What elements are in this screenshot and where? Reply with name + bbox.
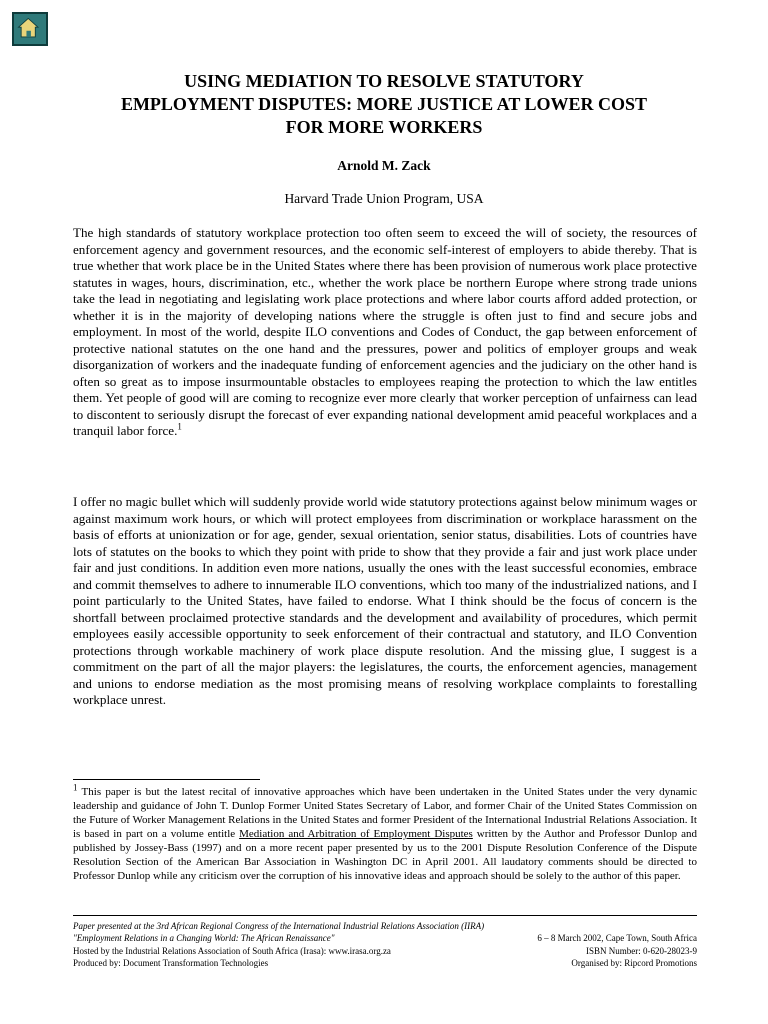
author-affiliation: Harvard Trade Union Program, USA (284, 191, 484, 206)
footer-producer: Produced by: Document Transformation Technologies (73, 958, 269, 969)
footnote-text: This paper is but the latest recital of innovative approaches which have been undertaken in the United States under the very dynamic leadership and guidance of John T. Dunlop Former United States Secretary of Labor, and former Chair of the United States Commission on the Future of Worker Management Relations in the United States and former President of the International Industrial Relations Association. It is based in part on a volume entitle (73, 786, 697, 840)
body-paragraph: I offer no magic bullet which will suddenly provide world wide statutory protections against below minimum wages or against maximum work hours, or which will protect employees from discrimination or workplace harassment on the basis of efforts at unionization or for age, gender, sexual orientation, senior status, disabilities. Lots of countries have lots of statutes on the books to which they point with pride to show that they provide a fair and just work place under fair and just conditions. In addition even more nations, usually the ones with the least successful economies, embrace and commit themselves to adhere to innumerable ILO conventions, which too many of the industrialized nations, and I point particularly to the United States, have failed to endorse. What I think should be the focus of concern is the shortfall between proclaimed protective standards and the development and availability of procedures, which permit employees easily accessible opportunity to seek enforcement of their contractual and statutory, and ILO Convention protections through workable machinery of work place dispute resolution. And the missing glue, I suggest is a commitment on the part of all the major players: the legislatures, the courts, the enforcement agencies, management and unions to endorse mediation as the most promising means of resolving workplace complaints to forestalling workplace unrest. (73, 494, 697, 707)
author-name: Arnold M. Zack (337, 158, 431, 173)
title-line: FOR MORE WORKERS (285, 117, 483, 137)
home-icon (14, 14, 46, 44)
title-line: USING MEDIATION TO RESOLVE STATUTORY (184, 71, 584, 91)
footnote-number: 1 (73, 782, 78, 793)
footer-theme: "Employment Relations in a Changing World: The African Renaissance" (73, 933, 335, 944)
paragraph-text: The high standards of statutory workplace protection too often seem to exceed the will of society, the resources of enforcement agency and government resources, and the economic self-interest of employers to abide thereby. That is true whether that work place be in the United States where there has been provision of numerous work place protective statutes in wages, hours, discrimination, etc., whether the work place be northern Europe where strong trade unions take the lead in negotiating and legislating work place protections and where labor courts afford added protection, or whether it is in the majority of developing nations where the struggle is often just to find and secure jobs and employment. In most of the world, despite ILO conventions and Codes of Conduct, the gap between enforcement of protective national statutes on the one hand and the pressures, power and politics of employer groups and weak disorganization of workers and the inadequate funding of enforcement agencies and the judiciary on the other hand is often so great as to impose insurmountable obstacles to employees reaping the protection to which the law entitles them. Yet people of good will are coming to recognize ever more clearly that worker perception of unfairness can lead to discontent to seriously disrupt the forecast of ever expanding national development amid peaceful workplaces and a tranquil labor force. (73, 225, 697, 438)
footer-isbn: ISBN Number: 0-620-28023-9 (586, 945, 697, 956)
footnote (73, 782, 698, 883)
footer-host: Hosted by the Industrial Relations Association of South Africa (Irasa): www.irasa.org.za (73, 945, 391, 956)
page-footer (73, 920, 697, 970)
footnote-book-title: Mediation and Arbitration of Employment Disputes (239, 828, 473, 840)
paper-title (60, 70, 708, 139)
title-line: EMPLOYMENT DISPUTES: MORE JUSTICE AT LOWER COST (120, 94, 648, 114)
footer-divider (73, 915, 697, 916)
footnote-divider (73, 779, 260, 780)
footer-date-location: 6 – 8 March 2002, Cape Town, South Africa (537, 933, 697, 944)
footnote-reference[interactable]: 1 (177, 421, 182, 432)
footnote-text: written by the Author and Professor Dunlop and published by Jossey-Bass (1997) and on a more recent paper presented by us to the 2001 Dispute Resolution Conference of the Dispute Resolution Section of the American Bar Association in Washington DC in April 2001. All laudatory comments should be directed to Professor Dunlop while any criticism over the corruption of his innovative ideas and approach should be solely to the author of this paper. (73, 828, 698, 882)
home-button[interactable] (12, 12, 48, 46)
footer-organiser: Organised by: Ripcord Promotions (571, 958, 697, 969)
body-paragraph (73, 225, 697, 440)
footer-conference: Paper presented at the 3rd African Regional Congress of the International Industrial Relations Association (IIRA) (73, 921, 485, 931)
